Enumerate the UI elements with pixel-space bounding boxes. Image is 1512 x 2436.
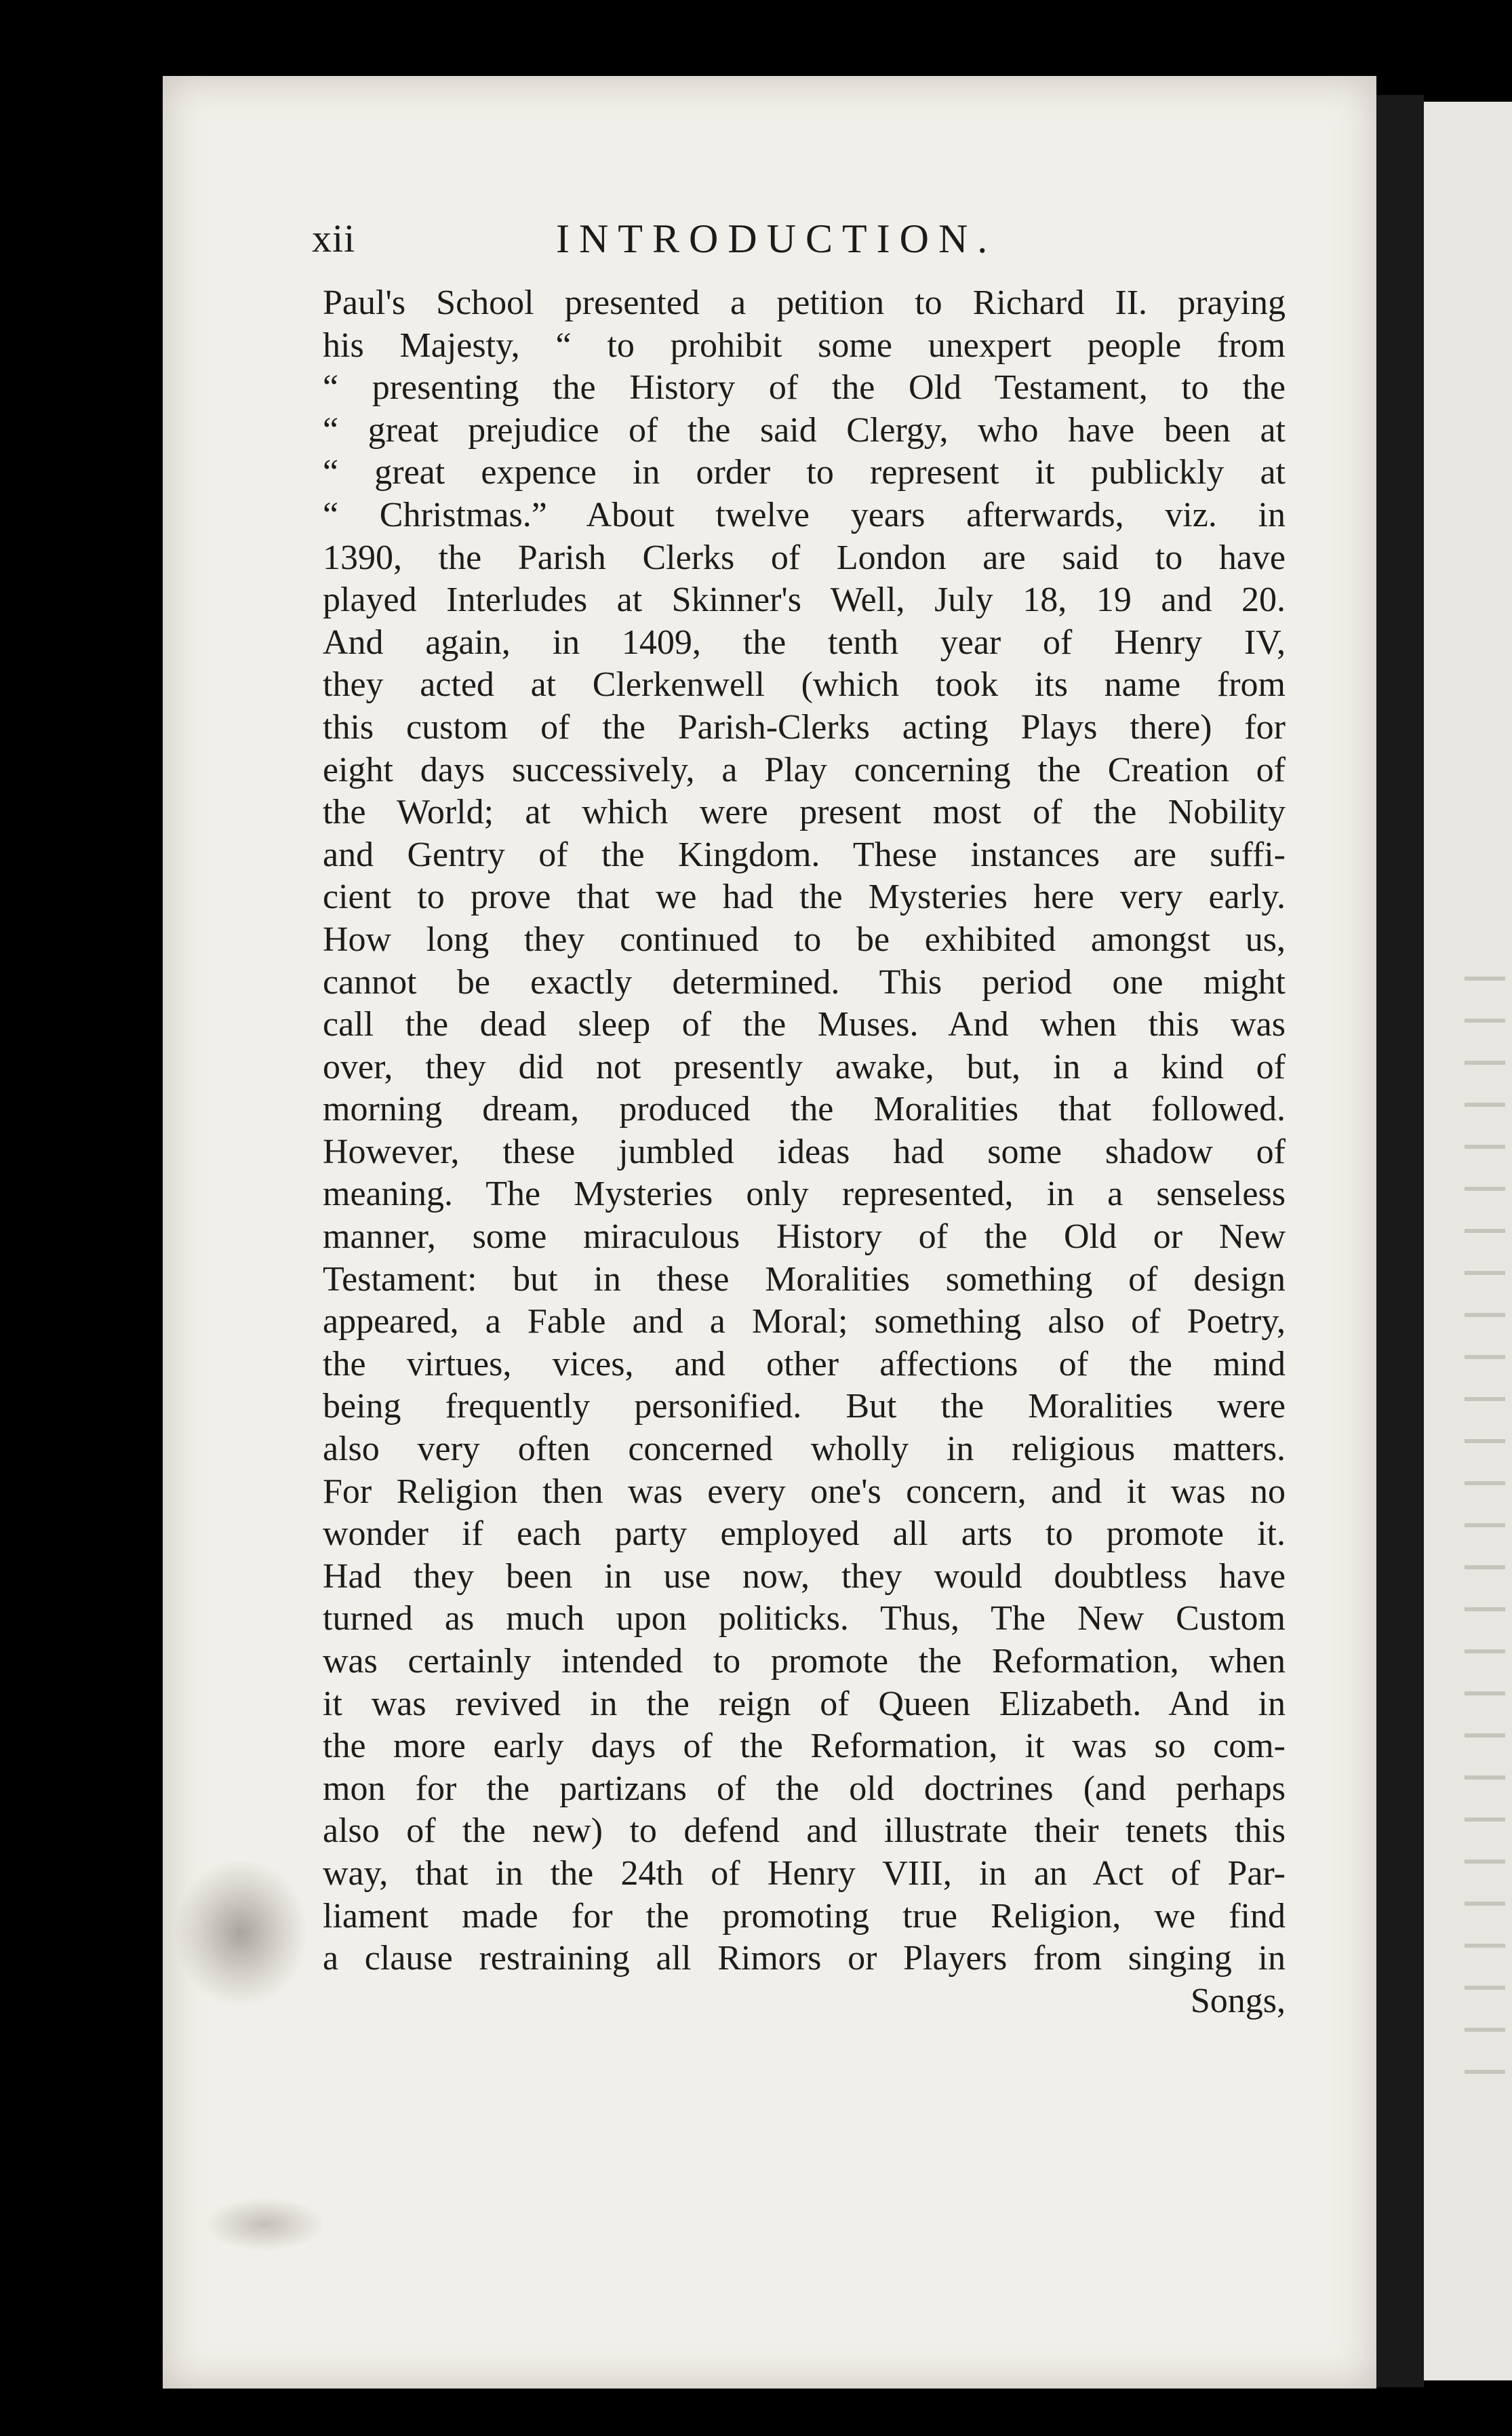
text-line: also very often concerned wholly in religious matters. (323, 1430, 1286, 1469)
ink-smudge-lower (203, 2197, 325, 2252)
text-line: meaning. The Mysteries only represented, in a senseless (323, 1175, 1286, 1214)
text-line: And again, in 1409, the tenth year of Henry IV, (323, 623, 1286, 662)
text-line: cient to prove that we had the Mysteries here very early. (323, 878, 1286, 917)
text-line: this custom of the Parish-Clerks acting Plays there) for (323, 707, 1286, 747)
text-line: way, that in the 24th of Henry VIII, in an Act of Par- (323, 1853, 1286, 1893)
page-gutter-shadow (1376, 95, 1424, 2387)
text-line: Paul's School presented a petition to Richard II. praying (323, 283, 1286, 322)
text-line: they acted at Clerkenwell (which took its name from (323, 665, 1286, 705)
text-line: For Religion then was every one's concern, and it was no (323, 1472, 1286, 1511)
text-line: wonder if each party employed all arts to promote it. (323, 1514, 1286, 1554)
text-line: 1390, the Parish Clerks of London are said to have (323, 538, 1286, 577)
text-line: mon for the partizans of the old doctrines (and perhaps (323, 1769, 1286, 1808)
running-head: INTRODUCTION. (556, 216, 997, 261)
text-line: “ Christmas.” About twelve years afterwards, viz. in (323, 495, 1286, 534)
text-line: the more early days of the Reformation, it was so com- (323, 1727, 1286, 1766)
text-line: call the dead sleep of the Muses. And when this was (323, 1005, 1286, 1044)
text-line: However, these jumbled ideas had some shadow of (323, 1132, 1286, 1171)
text-line: the World; at which were present most of the Nobility (323, 793, 1286, 832)
text-line: the virtues, vices, and other affections of the mind (323, 1344, 1286, 1383)
text-line: was certainly intended to promote the Reformation, when (323, 1642, 1286, 1681)
text-line: liament made for the promoting true Religion, we find (323, 1896, 1286, 1936)
ink-smudge (173, 1858, 309, 2007)
text-line: appeared, a Fable and a Moral; something also of Poetry, (323, 1302, 1286, 1341)
text-line: over, they did not presently awake, but, in a kind of (323, 1047, 1286, 1086)
text-line: cannot be exactly determined. This period one might (323, 962, 1286, 1002)
text-line: a clause restraining all Rimors or Players from singing in (323, 1939, 1286, 1978)
text-line: and Gentry of the Kingdom. These instances are suffi- (323, 835, 1286, 874)
text-line: Testament: but in these Moralities something of design (323, 1259, 1286, 1299)
text-line: turned as much upon politicks. Thus, The New Custom (323, 1599, 1286, 1638)
text-line: “ great prejudice of the said Clergy, who have been at (323, 410, 1286, 450)
text-line: “ great expence in order to represent it publickly at (323, 453, 1286, 492)
text-line: his Majesty, “ to prohibit some unexpert people from (323, 326, 1286, 365)
text-line: played Interludes at Skinner's Well, July 18, 19 and 20. (323, 581, 1286, 620)
text-line: also of the new) to defend and illustrate their tenets this (323, 1811, 1286, 1851)
text-line: Had they been in use now, they would doubtless have (323, 1556, 1286, 1596)
text-line: How long they continued to be exhibited amongst us, (323, 920, 1286, 959)
body-text (323, 282, 1286, 2022)
text-line: it was revived in the reign of Queen Elizabeth. And in (323, 1684, 1286, 1723)
text-line: being frequently personified. But the Moralities were (323, 1387, 1286, 1426)
catchword: Songs, (1190, 1981, 1286, 2020)
text-line: “ presenting the History of the Old Testament, to the (323, 368, 1286, 408)
facing-page-bleed-text (1465, 949, 1505, 2102)
page-number: xii (312, 216, 356, 260)
text-line: manner, some miraculous History of the Old or New (323, 1217, 1286, 1257)
text-line: morning dream, produced the Moralities that followed. (323, 1090, 1286, 1129)
page-header (312, 216, 1302, 263)
text-line: eight days successively, a Play concerning the Creation of (323, 750, 1286, 789)
